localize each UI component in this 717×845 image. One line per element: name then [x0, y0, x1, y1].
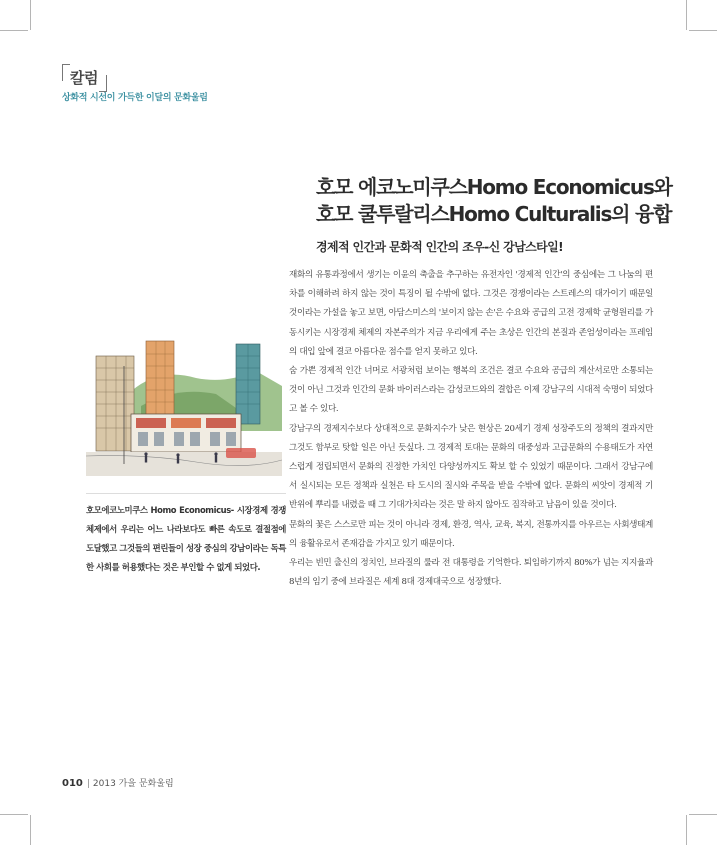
crop-mark: [689, 30, 717, 31]
bracket-open: [62, 64, 70, 81]
issue-label: 2013 가을 문화울림: [92, 779, 174, 789]
caption-rule: [86, 493, 286, 494]
page-number: 010: [62, 778, 83, 789]
footer-separator: |: [86, 779, 90, 789]
article-body: [289, 266, 653, 592]
crop-mark: [30, 815, 31, 845]
article-title: [316, 174, 706, 228]
article-paragraph: 문화의 꽃은 스스로만 피는 것이 아니라 경제, 환경, 역사, 교육, 복지, 전통까지를 아우르는 사회생태계의 융활유로서 존재감을 가지고 있기 때문이다.: [289, 519, 653, 549]
column-subtitle: 상화적 시선이 가득한 이달의 문화울림: [62, 93, 208, 103]
crop-mark: [0, 30, 28, 31]
image-caption: 호모에코노미쿠스 Homo Economicus- 시장경제 경쟁 체제에서 우리는 어느 나라보다도 빠른 속도로 결절점에 도달했고 그것들의 편린들이 성장 중심의 강남이라는 독특한 사회를 허용했다는 것은 부인할 수 없게 되었다.: [86, 505, 286, 572]
article-subtitle: 경제적 인간과 문화적 인간의 조우-신 강남스타일!: [316, 240, 563, 254]
page-footer: [62, 776, 174, 789]
article-paragraph: 숨 가쁜 경제적 인간 너머로 서광처럼 보이는 행복의 조건은 결코 수요와 공급의 계산서로만 소통되는 것이 아닌 그것과 인간의 문화 바이러스라는 감성코드와의 결합은 이제 강남구의 시대적 숙명이 되었다고 볼 수 있다.: [289, 366, 653, 415]
crop-mark: [686, 815, 687, 845]
crop-mark: [686, 0, 687, 30]
crop-mark: [0, 814, 28, 815]
city-sketch-illustration: [86, 336, 282, 476]
article-paragraph: 재화의 유통과정에서 생기는 이윤의 축출을 추구하는 유전자인 '경제적 인간'의 중심에는 그 나눔의 편차를 이해하려 하지 않는 것이 특징이 될 수밖에 없다. 그것은 경쟁이라는 스트레스의 대가이기 때문일 것이라는 가설을 놓고 보면, 아담스미스의 '보이지 않는 손'은 수요와 공급의 고전 경제학 균형원리를 가동시키는 시장경제 체제의 자본주의가 지금 우리에게 주는 초상은 인간의 본질과 존엄성이라는 프레임의 대입 앞에 결코 아름다운 점수를 얻지 못하고 있다.: [289, 270, 653, 357]
article-paragraph: 우리는 빈민 출신의 정치인, 브라질의 룰라 전 대통령을 기억한다. 퇴임하기까지 80%가 넘는 지지율과 8년의 임기 중에 브라질은 세계 8대 경제대국으로 성장했다.: [289, 558, 653, 588]
article-paragraph: 강남구의 경제지수보다 상대적으로 문화지수가 낮은 현상은 20세기 경제 성장주도의 정책의 결과지만 그것도 함부로 탓할 일은 아닌 듯싶다. 그 경제적 토대는 문화의 대중성과 고급문화의 수용태도가 자연스럽게 정립되면서 문화의 진정한 가치인 다양성까지도 확보 할 수 있었기 때문이다. 그래서 강남구에서 실시되는 모든 정책과 실천은 타 도시의 질시와 주목을 받을 수밖에 없다. 문화의 씨앗이 경제적 기반위에 뿌리를 내렸을 때 그 기대가치라는 것은 말 하지 않아도 짐작하고 남음이 있을 것이다.: [289, 423, 653, 511]
crop-mark: [689, 814, 717, 815]
crop-mark: [30, 0, 31, 30]
article-title-line: 호모 쿨투랄리스Homo Culturalis의 융합: [316, 202, 672, 226]
column-title: 칼럼: [70, 69, 98, 87]
article-title-line: 호모 에코노미쿠스Homo Economicus와: [316, 175, 672, 199]
